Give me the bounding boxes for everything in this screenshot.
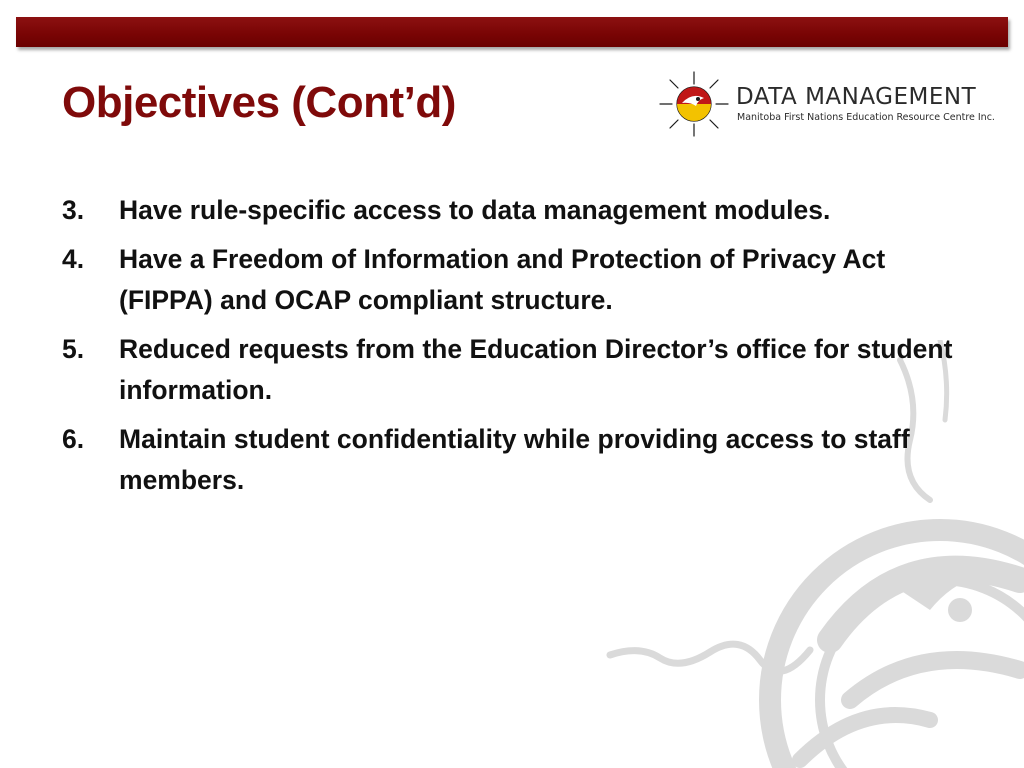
list-item-number: 5. [62, 334, 85, 364]
data-management-logo [658, 70, 1008, 138]
slide-title: Objectives (Cont’d) [62, 78, 456, 127]
logo-subtitle: Manitoba First Nations Education Resource Centre Inc. [737, 112, 995, 123]
list-item [62, 419, 962, 501]
objectives-list [62, 190, 962, 509]
list-item-text: Have rule-specific access to data management modules. [119, 195, 831, 225]
list-item [62, 190, 962, 231]
list-item-number: 4. [62, 244, 85, 274]
list-item [62, 329, 962, 411]
list-item-text: Maintain student confidentiality while providing access to staff members. [119, 424, 910, 495]
list-item-text: Have a Freedom of Information and Protection of Privacy Act (FIPPA) and OCAP compliant structure. [119, 244, 886, 315]
list-item-number: 3. [62, 195, 85, 225]
logo-title: DATA MANAGEMENT [736, 84, 977, 110]
header-bar [16, 17, 1008, 47]
list-item [62, 239, 962, 321]
list-item-number: 6. [62, 424, 85, 454]
list-item-text: Reduced requests from the Education Director’s office for student information. [119, 334, 953, 405]
sun-emblem-icon [658, 70, 730, 138]
